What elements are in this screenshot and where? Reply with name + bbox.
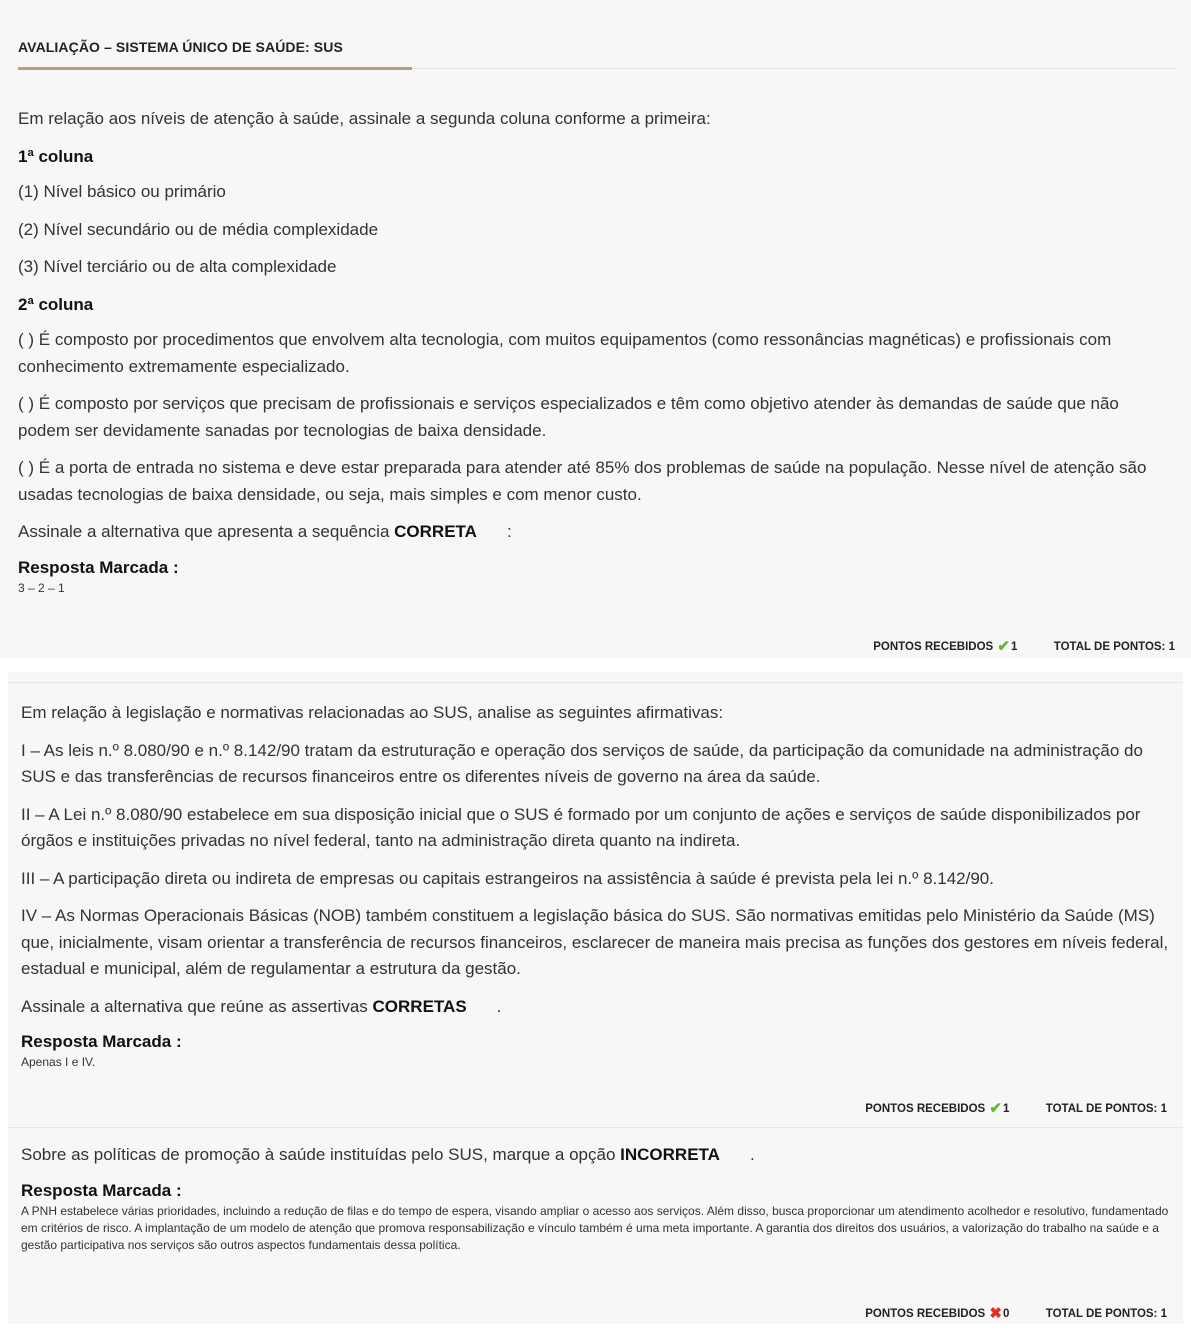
prompt-tail: : [506,522,512,541]
marked-answer: A PNH estabelece várias prioridades, incluindo a redução de filas e do tempo de espera, visando ampliar o acesso aos serviços. Além disso, busca proporcionar um atendimento acolhedor e resolutivo, fundamentado em critérios de risco. A implantação de um modelo de atenção que promova responsabilização e vínculo também é uma meta importante. A garantia dos direitos dos usuários, a valorização do trabalho na saúde e a gestão participativa nos serviços são outros aspectos fundamentais dessa política. [21,1203,1169,1252]
statement-item: III – A participação direta ou indireta de empresas ou capitais estrangeiros na assistência à saúde é prevista pela lei n.º 8.142/90. [21,868,994,888]
question-intro: Em relação à legislação e normativas relacionadas ao SUS, analise as seguintes afirmativas: [21,703,724,722]
prompt-text: Assinale a alternativa que apresenta a sequência [18,522,395,541]
points-received-label: PONTOS RECEBIDOS [865,1308,986,1320]
prompt-tail: . [496,996,502,1016]
question-card-1 [0,0,1191,658]
prompt-text: Assinale a alternativa que reúne as assertivas [21,996,373,1016]
column-item: ( ) É a porta de entrada no sistema e deve estar preparada para atender até 85% dos problemas de saúde na população. Nesse nível de atenção são usadas tecnologias de baixa densidade, ou seja, mais simples e com menor custo. [18,458,1147,504]
column-item: (1) Nível básico ou primário [18,182,226,201]
points-summary [873,637,1175,655]
total-points-value: 1 [1168,641,1175,653]
check-icon: ✔ [997,638,1010,655]
question-prompt [18,519,1168,546]
points-summary [865,1099,1167,1117]
page-title: AVALIAÇÃO – SISTEMA ÚNICO DE SAÚDE: SUS [18,39,343,55]
question-prompt [21,1142,1171,1169]
statement-item: II – A Lei n.º 8.080/90 estabelece em sua disposição inicial que o SUS é formado por um conjunto de ações e serviços de saúde disponibilizados por órgãos e instituições privadas no nível federal, tanto na administração direta quanto na indireta. [21,804,1141,850]
total-points-label: TOTAL DE PONTOS: [1053,641,1166,653]
statement-item: I – As leis n.º 8.080/90 e n.º 8.142/90 tratam da estruturação e operação dos serviços de saúde, da participação da comunidade na administração do SUS e das transferências de recursos financeiros entre os diferentes níveis de governo na área da saúde. [21,740,1143,786]
answer-label: Resposta Marcada : [21,1032,182,1051]
marked-answer: 3 – 2 – 1 [18,580,65,595]
column-item: ( ) É composto por procedimentos que envolvem alta tecnologia, com muitos equipamentos (como ressonâncias magnéticas) e profissionais com conhecimento extremamente especializado. [18,330,1112,376]
question-body [18,106,1168,597]
answer-label: Resposta Marcada : [18,557,179,577]
prompt-emphasis: INCORRETA [620,1145,720,1164]
total-points-label: TOTAL DE PONTOS: [1045,1103,1158,1115]
cross-icon: ✖ [989,1305,1002,1322]
prompt-emphasis: CORRETA [394,522,477,541]
check-icon: ✔ [989,1100,1002,1117]
points-received-label: PONTOS RECEBIDOS [865,1103,986,1115]
question-prompt [21,994,1171,1021]
question-card-2 [8,672,1183,1324]
question-intro: Em relação aos níveis de atenção à saúde, assinale a segunda coluna conforme a primeira: [18,109,711,128]
total-points-label: TOTAL DE PONTOS: [1045,1308,1158,1320]
column-heading: 2ª coluna [18,294,94,314]
points-received-value: 1 [1010,641,1018,653]
answer-label: Resposta Marcada : [21,1180,182,1200]
points-summary [865,1304,1167,1322]
question-body [21,700,1171,1071]
points-received-value: 1 [1002,1103,1010,1115]
column-item: (3) Nível terciário ou de alta complexidade [18,257,337,276]
column-item: (2) Nível secundário ou de média complexidade [18,219,379,239]
column-item: ( ) É composto por serviços que precisam de profissionais e serviços especializados e têm como objetivo atender às demandas de saúde que não podem ser devidamente sanadas por tecnologias de baixa densidade. [18,394,1119,440]
marked-answer: Apenas I e IV. [21,1055,96,1069]
total-points-value: 1 [1160,1308,1167,1320]
prompt-text: Sobre as políticas de promoção à saúde instituídas pelo SUS, marque a opção [21,1145,621,1164]
question-body [21,1142,1171,1254]
statement-item: IV – As Normas Operacionais Básicas (NOB) também constituem a legislação básica do SUS. São normativas emitidas pelo Ministério da Saúde (MS) que, inicialmente, visam orientar a transferência de recursos financeiros, esclarecer de maneira mais precisa as funções dos gestores em níveis federal, estadual e municipal, além de regulamentar a estrutura da gestão. [21,906,1169,978]
prompt-emphasis: CORRETAS [372,996,467,1016]
prompt-tail: . [749,1145,755,1164]
column-heading: 1ª coluna [18,146,94,166]
points-received-value: 0 [1002,1308,1010,1320]
points-received-label: PONTOS RECEBIDOS [873,641,994,653]
total-points-value: 1 [1160,1103,1167,1115]
header-accent-bar [18,67,412,70]
